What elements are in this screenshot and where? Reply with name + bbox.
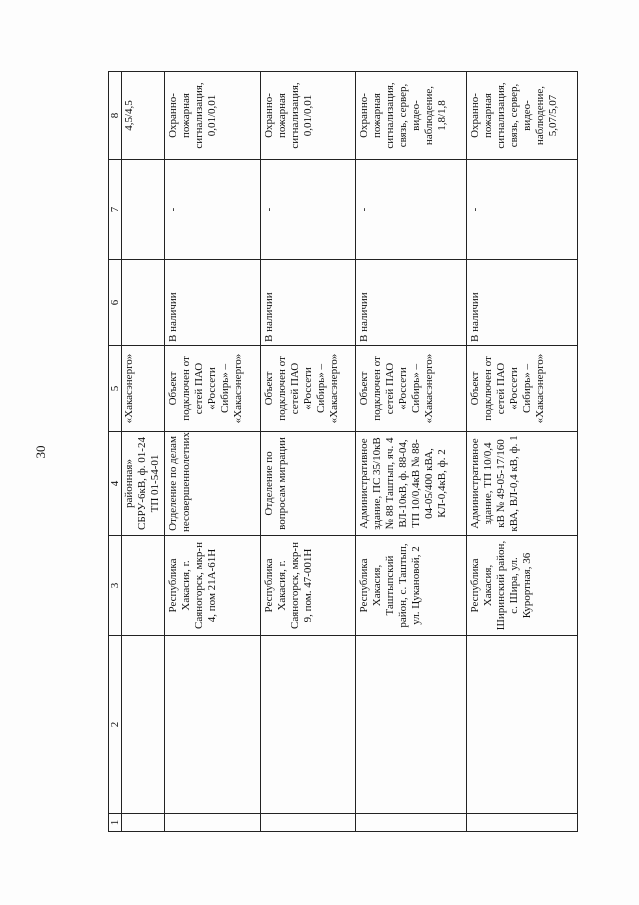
header-col-6: 6 [109, 260, 122, 346]
cell-col-1 [260, 814, 356, 832]
cell-col-2 [260, 636, 356, 814]
header-col-7: 7 [109, 160, 122, 260]
cell-availability: В наличии [356, 260, 467, 346]
cell-facility: Отделение по вопросам миграции [260, 432, 356, 536]
header-col-8: 8 [109, 72, 122, 160]
header-row [109, 72, 122, 832]
table-container [108, 72, 578, 832]
header-col-3: 3 [109, 536, 122, 636]
cell-col-1 [356, 814, 467, 832]
cell-col-2 [467, 636, 578, 814]
cell-availability: В наличии [164, 260, 260, 346]
cell-availability: В наличии [467, 260, 578, 346]
cell-grid-connection: «Хакасэнерго» [122, 346, 165, 432]
cell [122, 814, 165, 832]
cell-load: Охранно-пожарная сигнализация, связь, сервер, видео-наблюдение, 1,8/1,8 [356, 72, 467, 160]
cell-col-2 [356, 636, 467, 814]
cell [122, 636, 165, 814]
header-col-4: 4 [109, 432, 122, 536]
cell-power-source: районная» СБРУ-6кВ, ф. 01-24 ТП 01-54-01 [122, 432, 165, 536]
cell-address: Республика Хакасия, Таштыпский район, с. Таштып, ул. Цукановой, 2 [356, 536, 467, 636]
rotated-table-wrapper [108, 72, 578, 832]
cell-grid-connection: Объект подключен от сетей ПАО «Россети Сибирь» – «Хакасэнерго» [467, 346, 578, 432]
cell [122, 160, 165, 260]
cell-col-2 [164, 636, 260, 814]
cell-grid-connection: Объект подключен от сетей ПАО «Россети Сибирь» – «Хакасэнерго» [260, 346, 356, 432]
cell-grid-connection: Объект подключен от сетей ПАО «Россети Сибирь» – «Хакасэнерго» [164, 346, 260, 432]
cell-col-7: - [164, 160, 260, 260]
cell-load: 4,5/4,5 [122, 72, 165, 160]
cell-col-7: - [356, 160, 467, 260]
table-row-continued [122, 72, 165, 832]
cell-col-7: - [467, 160, 578, 260]
cell-col-7: - [260, 160, 356, 260]
cell-facility: Отделение по делам несовершеннолетних [164, 432, 260, 536]
cell-col-1 [164, 814, 260, 832]
cell-facility: Административное здание, ТП 10/0,4 кВ № 49-05-17/160 кВА, ВЛ-0,4 кВ, ф. 1 [467, 432, 578, 536]
cell-availability: В наличии [260, 260, 356, 346]
cell-load: Охранно-пожарная сигнализация, 0,01/0,01 [164, 72, 260, 160]
cell-facility: Административное здание, ПС 35/10кВ № 88 Таштып, яч. 4 ВЛ-10кВ, ф. 88-04, ТП 10/0,4кВ № 88-04-05/400 кВА, КЛ-0,4кВ, ф. 2 [356, 432, 467, 536]
page-number: 30 [33, 445, 48, 459]
cell-load: Охранно-пожарная сигнализация, связь, сервер, видео-наблюдение, 5,07/5,07 [467, 72, 578, 160]
table-row [164, 72, 260, 832]
facilities-table [108, 71, 578, 832]
table-row [356, 72, 467, 832]
cell-address: Республика Хакасия, Ширинский район, с. Шира, ул. Курортная, 36 [467, 536, 578, 636]
cell-address: Республика Хакасия, г. Саяногорск, мкр-н 9, пом. 47-001Н [260, 536, 356, 636]
cell [122, 260, 165, 346]
header-col-1: 1 [109, 814, 122, 832]
cell-load: Охранно-пожарная сигнализация, 0,01/0,01 [260, 72, 356, 160]
table-row [260, 72, 356, 832]
cell-grid-connection: Объект подключен от сетей ПАО «Россети Сибирь» – «Хакасэнерго» [356, 346, 467, 432]
header-col-2: 2 [109, 636, 122, 814]
cell [122, 536, 165, 636]
header-col-5: 5 [109, 346, 122, 432]
cell-col-1 [467, 814, 578, 832]
cell-address: Республика Хакасия, г. Саяногорск, мкр-н 4, пом 21А-61Н [164, 536, 260, 636]
table-row [467, 72, 578, 832]
